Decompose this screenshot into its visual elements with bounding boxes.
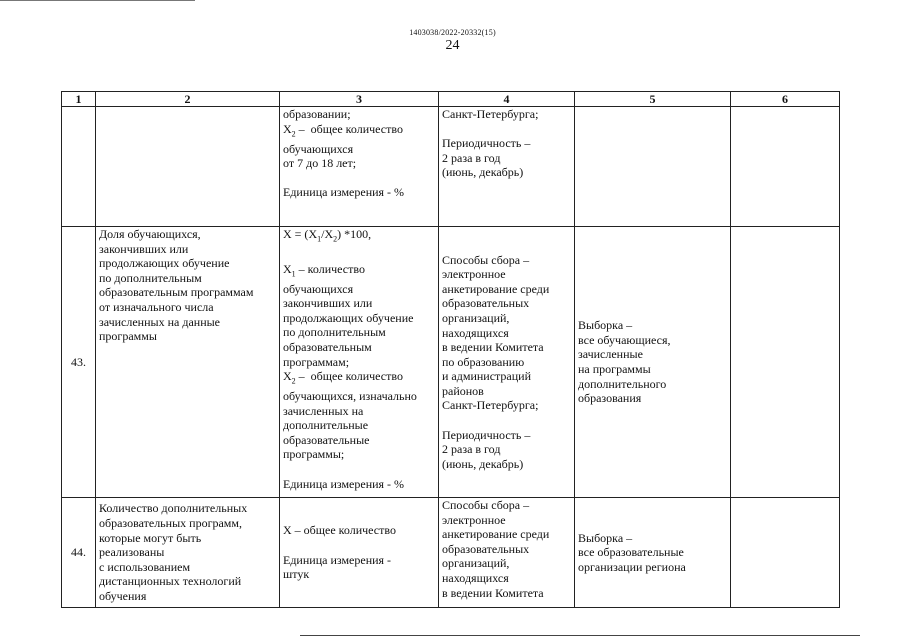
collection-cell xyxy=(439,227,575,498)
top-rule xyxy=(0,0,195,1)
cell-line xyxy=(283,247,435,262)
cell-line: обучающихся xyxy=(283,141,354,156)
note-cell xyxy=(731,107,840,227)
cell-line: 2 раза в год xyxy=(442,442,501,457)
cell-line: продолжающих обучение xyxy=(99,256,230,271)
column-header-row xyxy=(62,92,840,107)
column-header: 3 xyxy=(280,92,439,107)
cell-line: Периодичность – xyxy=(442,427,531,442)
cell-line: все образовательные xyxy=(578,545,684,560)
cell-line: и администраций xyxy=(442,369,532,384)
bottom-rule xyxy=(300,635,860,636)
column-header: 6 xyxy=(731,92,840,107)
cell-line: дополнительные xyxy=(283,418,369,433)
cell-line: образовательных xyxy=(442,296,530,311)
cell-line xyxy=(283,538,435,553)
row-number: 43. xyxy=(62,227,96,498)
cell-line: Доля обучающихся, xyxy=(99,227,201,241)
cell-line: по дополнительным xyxy=(99,270,202,285)
cell-line: закончивших или xyxy=(283,296,373,311)
column-header: 5 xyxy=(575,92,731,107)
cell-line: в ведении Комитета xyxy=(442,585,544,600)
indicator-cell xyxy=(96,498,280,608)
cell-line: организаций, xyxy=(442,556,510,571)
cell-line: Выборка – xyxy=(578,318,633,333)
note-cell xyxy=(731,498,840,608)
cell-line: которые могут быть xyxy=(99,530,202,545)
indicator-cell xyxy=(96,227,280,498)
note-cell xyxy=(731,227,840,498)
cell-line xyxy=(442,413,571,428)
cell-line: Санкт-Петербурга; xyxy=(442,398,539,413)
cell-line: от изначального числа xyxy=(99,299,214,314)
collection-cell xyxy=(439,107,575,227)
cell-line: программам; xyxy=(283,354,350,369)
cell-line: образовательных программ, xyxy=(99,516,242,531)
cell-line: программы xyxy=(99,329,157,344)
cell-line: организации региона xyxy=(578,559,686,574)
cell-line: Единица измерения - xyxy=(283,552,392,567)
cell-line: Санкт-Петербурга; xyxy=(442,107,539,121)
cell-line: обучающихся, изначально xyxy=(283,389,417,404)
cell-line: на программы xyxy=(578,362,651,376)
document-id: 1403038/2022-20332(15) xyxy=(409,28,496,37)
cell-line: Способы сбора – xyxy=(442,252,530,267)
cell-line: дистанционных технологий xyxy=(99,574,242,589)
cell-line: обучающихся xyxy=(283,281,354,296)
cell-line: Единица измерения - % xyxy=(283,185,405,200)
cell-line: 2 раза в год xyxy=(442,150,501,165)
cell-line: Количество дополнительных xyxy=(99,501,248,516)
cell-line: находящихся xyxy=(442,325,509,340)
cell-line: закончивших или xyxy=(99,241,189,256)
page-number: 24 xyxy=(445,38,460,53)
cell-line: все обучающиеся, xyxy=(578,332,671,347)
cell-line: $X_2$ – общее количество xyxy=(283,121,403,138)
cell-line: $X_1$ – количество xyxy=(283,261,365,278)
cell-line: Периодичность – xyxy=(442,136,531,151)
cell-line: образовании; xyxy=(283,107,351,121)
cell-line: программы; xyxy=(283,447,345,462)
cell-line: зачисленных на данные xyxy=(99,314,221,329)
cell-line: организаций, xyxy=(442,310,510,325)
table-row xyxy=(62,107,840,227)
table-row xyxy=(62,498,840,608)
cell-line: образовательным xyxy=(283,339,372,354)
cell-line: с использованием xyxy=(99,559,191,574)
cell-line: зачисленные xyxy=(578,347,643,362)
cell-line: по дополнительным xyxy=(283,325,386,340)
column-header: 1 xyxy=(62,92,96,107)
cell-line: Способы сбора – xyxy=(442,498,530,512)
cell-line: (июнь, декабрь) xyxy=(442,165,524,180)
cell-line: находящихся xyxy=(442,570,509,585)
cell-line: (июнь, декабрь) xyxy=(442,456,524,471)
cell-line: Выборка – xyxy=(578,530,633,545)
cell-line: образовательным программам xyxy=(99,285,254,300)
column-header: 2 xyxy=(96,92,280,107)
cell-line xyxy=(442,122,571,137)
formula-cell xyxy=(280,498,439,608)
collection-cell xyxy=(439,498,575,608)
row-number xyxy=(62,107,96,227)
cell-line: X – общее количество xyxy=(283,523,396,538)
cell-line: обучения xyxy=(99,588,147,603)
cell-line: электронное xyxy=(442,267,506,282)
cell-line: электронное xyxy=(442,512,506,527)
formula-cell xyxy=(280,227,439,498)
cell-line: районов xyxy=(442,383,484,398)
cell-line: анкетирование среди xyxy=(442,281,550,296)
cell-line xyxy=(283,462,435,477)
column-header: 4 xyxy=(439,92,575,107)
sample-cell xyxy=(575,498,731,608)
cell-line: зачисленных на xyxy=(283,403,364,418)
sample-cell xyxy=(575,227,731,498)
row-number: 44. xyxy=(62,498,96,608)
cell-line: образовательных xyxy=(442,541,530,556)
cell-line: Единица измерения - % xyxy=(283,476,405,491)
cell-line: продолжающих обучение xyxy=(283,310,414,325)
cell-line: дополнительного xyxy=(578,376,667,391)
cell-line: от 7 до 18 лет; xyxy=(283,156,357,171)
formula-cell xyxy=(280,107,439,227)
cell-line: в ведении Комитета xyxy=(442,340,544,355)
cell-line: реализованы xyxy=(99,545,165,560)
table-row xyxy=(62,227,840,498)
cell-line xyxy=(283,171,435,186)
cell-line: штук xyxy=(283,567,310,582)
indicators-table xyxy=(61,91,840,608)
cell-line: анкетирование среди xyxy=(442,527,550,542)
cell-line: по образованию xyxy=(442,354,525,369)
sample-cell xyxy=(575,107,731,227)
indicator-cell xyxy=(96,107,280,227)
cell-line: образования xyxy=(578,391,642,406)
cell-line: образовательные xyxy=(283,432,370,447)
cell-line: $X = (X_1/X_2)$ *100, xyxy=(283,227,372,244)
cell-line: $X_2$ – общее количество xyxy=(283,369,403,386)
